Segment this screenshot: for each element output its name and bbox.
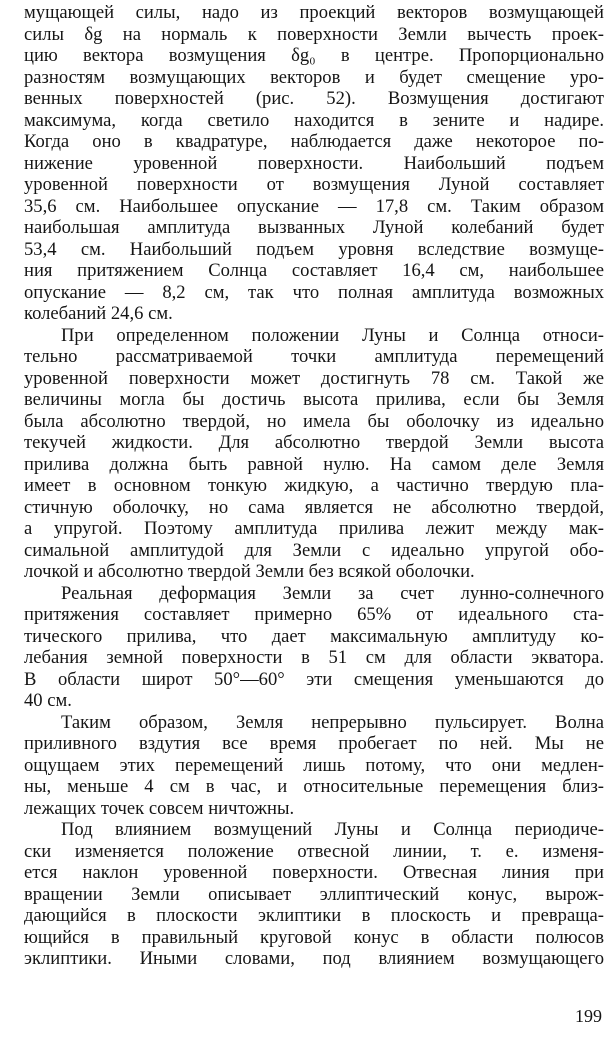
text-line: ны, меньше 4 см в час, и относительные перемещения близ- (24, 776, 604, 797)
paragraph-4 (24, 712, 604, 820)
text-line: силы δg на нормаль к поверхности Земли вычесть проек- (24, 23, 604, 45)
text-line: приливного вздутия все время пробегает по ней. Мы не (24, 733, 604, 754)
text-line: Под влиянием возмущений Луны и Солнца периодиче- (61, 819, 604, 840)
text-line: Реальная деформация Земли за счет лунно-солнечного (61, 582, 604, 604)
text-line: 40 см. (24, 690, 72, 711)
text-line: имеет в основном тонкую жидкую, а частично твердую пла- (24, 475, 604, 496)
text-line: 35,6 см. Наибольшее опускание — 17,8 см. Таким образом (24, 195, 604, 217)
paragraph-1 (24, 2, 604, 325)
text-line: Таким образом, Земля непрерывно пульсирует. Волна (61, 711, 604, 733)
text-line: В области широт 50°—60° эти смещения уменьшаются до (24, 668, 604, 690)
text-line: лочкой и абсолютно твердой Земли без всякой оболочки. (24, 561, 475, 582)
text-line: наибольшая амплитуда вызванных Луной колебаний будет (24, 217, 604, 238)
text-line: лежащих точек совсем ничтожны. (24, 797, 295, 819)
text-line: ния притяжением Солнца составляет 16,4 см, наибольшее (24, 260, 604, 281)
text-line: была абсолютно твердой, но имела бы оболочку из идеально (24, 410, 604, 432)
text-line: стичную оболочку, но сама является не абсолютно твердой, (24, 496, 604, 518)
text-line: ющийся в правильный круговой конус в области полюсов (24, 926, 604, 948)
page-number: 199 (575, 1006, 602, 1026)
text-line: ощущаем этих перемещений лишь потому, что они медлен- (24, 754, 604, 776)
text-line: колебаний 24,6 см. (24, 303, 173, 324)
text-line: разностям возмущающих векторов и будет смещение уро- (24, 66, 604, 88)
text-line: эклиптики. Иными словами, под влиянием возмущающего (24, 948, 604, 969)
text-line: ски изменяется положение отвесной линии, т. е. изменя- (24, 840, 604, 862)
text-line: При определенном положении Луны и Солнца относи- (61, 324, 604, 346)
text-line: притяжения составляет примерно 65% от идеального ста- (24, 604, 604, 625)
text-line: симальной амплитудой для Земли с идеально упругой обо- (24, 539, 604, 561)
text-line: максимума, когда светило находится в зените и надире. (24, 109, 604, 131)
text-line: прилива должна быть равной нулю. На самом деле Земля (24, 453, 604, 475)
text-line: венных поверхностей (рис. 52). Возмущения достигают (24, 88, 604, 109)
text-line: лебания земной поверхности в 51 см для области экватора. (24, 647, 604, 668)
paragraph-5 (24, 819, 604, 970)
text-line: дающийся в плоскости эклиптики в плоскость и превраща- (24, 905, 604, 926)
text-line: величины могла бы достичь высота прилива, если бы Земля (24, 389, 604, 410)
text-line: уровенной поверхности может достигнуть 78 см. Такой же (24, 367, 604, 389)
text-line: мущающей силы, надо из проекций векторов возмущающей (24, 2, 604, 23)
paragraph-3 (24, 583, 604, 712)
text-line: Когда оно в квадратуре, наблюдается даже некоторое по- (24, 131, 604, 152)
text-line: уровенной поверхности от возмущения Луной составляет (24, 174, 604, 195)
text-line: цию вектора возмущения δg₀ в центре. Пропорционально (24, 45, 604, 66)
text-line: ется наклон уровенной поверхности. Отвесная линия при (24, 862, 604, 883)
text-line: тельно рассматриваемой точки амплитуда перемещений (24, 346, 604, 367)
text-line: опускание — 8,2 см, так что полная амплитуда возможных (24, 281, 604, 303)
text-line: текучей жидкости. Для абсолютно твердой Земли высота (24, 432, 604, 453)
text-line: вращении Земли описывает эллиптический конус, вырож- (24, 883, 604, 905)
text-line: тического прилива, что дает максимальную амплитуду ко- (24, 625, 604, 647)
text-line: 53,4 см. Наибольший подъем уровня вследствие возмуще- (24, 238, 604, 260)
text-line: а упругой. Поэтому амплитуда прилива лежит между мак- (24, 518, 604, 539)
paragraph-2 (24, 325, 604, 583)
text-line: нижение уровенной поверхности. Наибольший подъем (24, 152, 604, 174)
page-body (24, 2, 604, 970)
